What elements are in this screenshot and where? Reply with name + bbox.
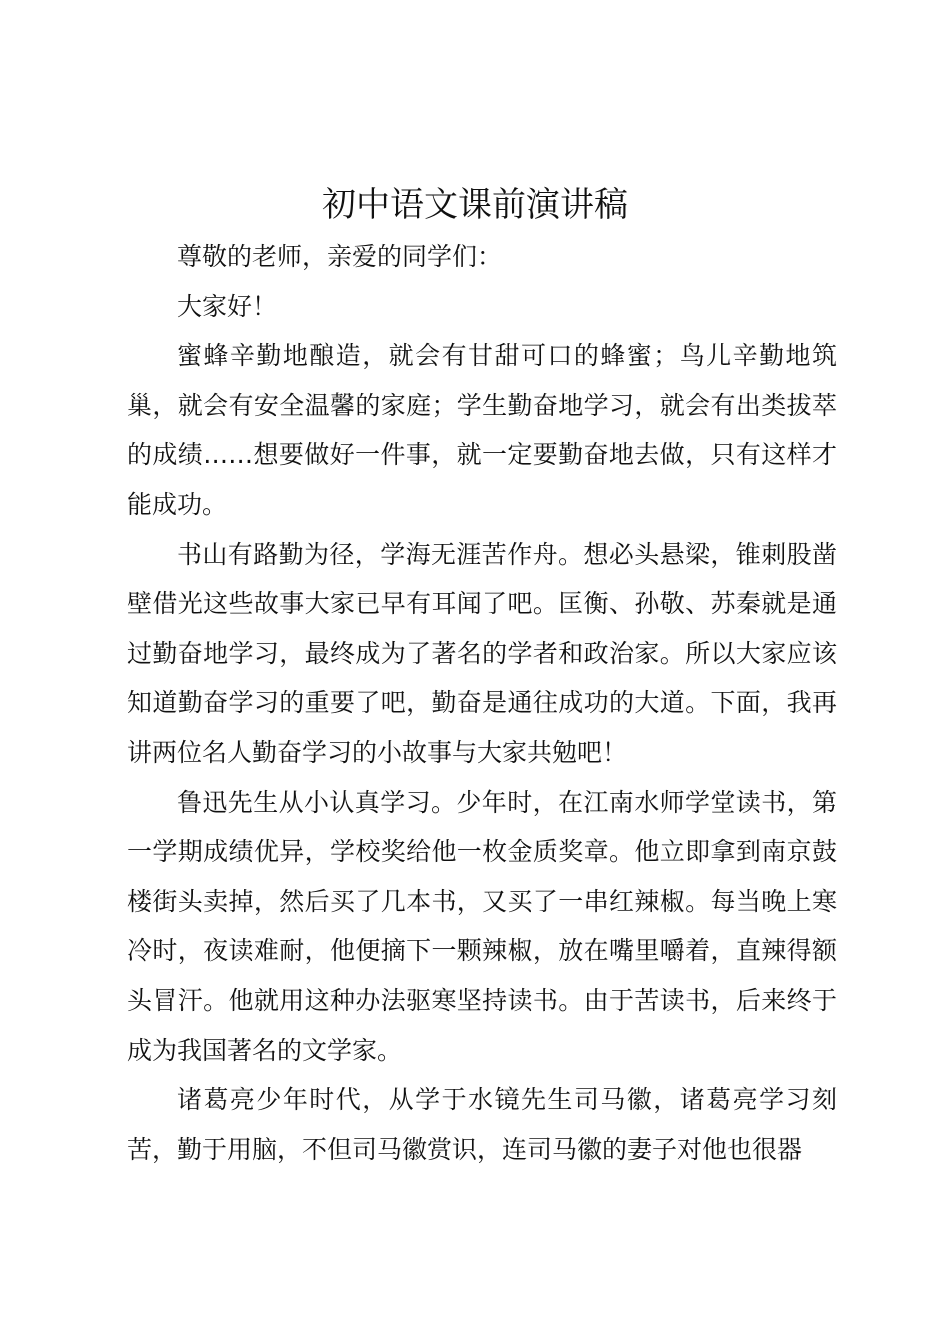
- paragraph-lu-xun: 鲁迅先生从小认真学习。少年时，在江南水师学堂读书，第一学期成绩优异，学校奖给他一枚金质奖章。他立即拿到南京鼓楼街头卖掉，然后买了几本书，又买了一串红辣椒。每当晚上寒冷时，夜读难耐，他便摘下一颗辣椒，放在嘴里嚼着，直辣得额头冒汗。他就用这种办法驱寒坚持读书。由于苦读书，后来终于成为我国著名的文学家。: [127, 787, 837, 1065]
- paragraph-hello: 大家好！: [177, 291, 278, 321]
- paragraph-classic-stories: 书山有路勤为径，学海无涯苦作舟。想必头悬梁，锥刺股凿壁借光这些故事大家已早有耳闻了吧。匡衡、孙敬、苏秦就是通过勤奋地学习，最终成为了著名的学者和政治家。所以大家应该知道勤奋学习的重要了吧，勤奋是通往成功的大道。下面，我再讲两位名人勤奋学习的小故事与大家共勉吧！: [127, 539, 837, 767]
- document-body: [127, 232, 837, 1174]
- document-title: 初中语文课前演讲稿: [322, 185, 628, 225]
- paragraph-greeting: 尊敬的老师，亲爱的同学们：: [177, 242, 503, 271]
- paragraph-zhuge-liang: 诸葛亮少年时代，从学于水镜先生司马徽，诸葛亮学习刻苦，勤于用脑，不但司马徽赏识，连司马徽的妻子对他也很器: [127, 1085, 837, 1164]
- paragraph-diligence-intro: 蜜蜂辛勤地酿造，就会有甘甜可口的蜂蜜；鸟儿辛勤地筑巢，就会有安全温馨的家庭；学生勤奋地学习，就会有出类拔萃的成绩……想要做好一件事，就一定要勤奋地去做，只有这样才能成功。: [127, 341, 837, 519]
